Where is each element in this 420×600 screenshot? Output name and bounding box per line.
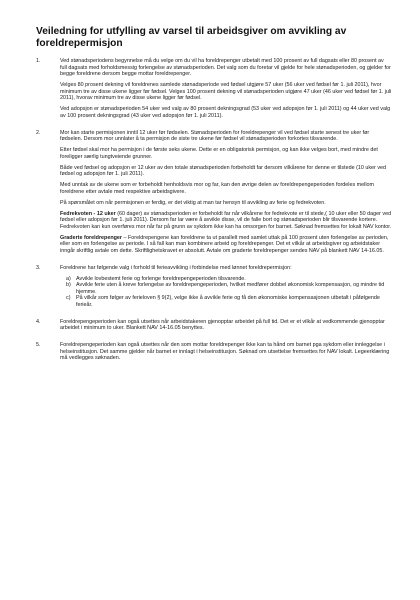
sub-item-label: b) — [66, 282, 71, 288]
bold-term: Fedrekvoten - 12 uker — [60, 210, 116, 217]
item-body — [52, 319, 398, 337]
paragraph: Foreldrepengeperioden kan også utsettes når arbeidstakeren gjenopptar arbeidet på full tid. Det er et vilkår at vedkommende gjenopptar arbeidet i minimum to uker. Blankett NAV 14-16.05 benyttes. — [60, 318, 385, 331]
paragraph: Både ved fødsel og adopsjon er 12 uker av den totale stønadsperioden forbeholdt far dersom vilkårene for denne er tilstede (10 uker ved fødsel og adopsjon før 1. juli 2011). — [60, 164, 387, 177]
sub-item-c — [66, 295, 392, 308]
paragraph-text: (60 dager) av stønadsperioden er forbeholdt far når vilkårene for fedrekvote er til stede,( 10 uker eller 50 dager ved fødsel eller adopsjon før 1. juli 2011). Dersom far lar være å avvikle disse, vil de falle bort og stønadsperioden blir tilsvarende kortere. Fedrekvoten kan kun overføres mor når far på grunn av sykdom ikke kan ha omsorgen for barnet. Søknad fremsettes for lokalt NAV kontor. — [60, 210, 392, 230]
sub-item-text: Avvikle ferie uten å kreve forlengelse av foreldrepengeperioden, hvilket medfører dobbel økonomisk kompensasjon, og mindre tid hjemme. — [76, 282, 385, 295]
sub-item-label: a) — [66, 275, 71, 282]
item-number: 1. — [36, 58, 41, 64]
item-number: 4. — [36, 318, 41, 325]
paragraph-fedrekvoten — [60, 211, 392, 231]
paragraph-text: – Foreldrepengene kan foreldrene ta ut parallelt med samlet uttak på 100 prosent uten forlengelse av perioden, eller som en forlengelse av periode. I så fall kan man kombinere arbeid og foreldrepenger. Det et vilkår at arbeidsgiver og arbeidstaker inngår skriftlig avtale om dette. Skriftlighetskravet er absolutt. Avtale om graderte foreldrepenger sendes NAV på blankett NAV 14-16.05. — [60, 234, 389, 254]
paragraph: Mor kan starte permisjonen inntil 12 uker før fødselen. Stønadsperioden for foreldrepenger vil ved fødsel starte senest tre uker før fødselen. Dersom mor unnlater å ta permisjon de siste tre ukene før fødsel vil stønadsperioden forkortes tilsvarende. — [60, 129, 370, 142]
sub-item-text: Avvikle lovbestemt ferie og forlenge foreldrepengeperioden tilsvarende. — [76, 275, 246, 282]
list-item-1 — [22, 58, 398, 124]
sub-item-label: c) — [66, 295, 71, 301]
item-body — [52, 58, 398, 124]
bold-term: Graderte foreldrepenger — [60, 234, 123, 241]
paragraph: Med unntak av de ukene som er forbeholdt henholdsvis mor og far, kan den øvrige delen av foreldrepengeperioden fordeles mellom foreldrene etter avtale med respektive arbeidsgivere. — [60, 182, 375, 195]
sub-item-text: På vilkår som følger av ferieloven § 9(2), velge ikke å avvikle ferie og få den økonomiske kompensasjonen utbetalt i påfølgende ferieår. — [76, 295, 380, 308]
paragraph: Ved adopsjon er stønadsperioden 54 uker ved valg av 80 prosent dekningsgrad (53 uker ved adopsjon før 1. juli 2011) og 44 uker ved valg av 100 prosent dekningsgrad (43 uker ved adopsjon før 1. juli 2011). — [60, 106, 391, 119]
list-item-4 — [22, 319, 398, 337]
item-number: 2. — [36, 129, 41, 136]
sub-list — [60, 276, 392, 309]
sub-item-b — [66, 282, 392, 295]
paragraph: Velges 80 prosent dekning vil foreldrenes samlede stønadsperiode ved fødsel utgjøre 57 uker (56 uker ved fødsel før 1. juli 2011), hvor minimum tre av disse ukene ligger før fødsel. Velges 100 prosent dekning vil stønadsperioden utgjøre 47 uker (46 uker ved fødsel før 1. juli 2011), hvorav minimum tre av disse ukene ligger før fødsel. — [60, 82, 392, 101]
page-title: Veiledning for utfylling av varsel til arbeidsgiver om avvikling av foreldrepermisjon — [36, 26, 347, 49]
paragraph: Foreldrene har følgende valg i forhold til ferieavvikling i forbindelse med lønnet foreldrepermisjon: — [60, 264, 292, 271]
list-item-3 — [22, 265, 398, 313]
list-item-5 — [22, 342, 398, 366]
item-body — [52, 130, 398, 259]
paragraph: Ved stønadsperiodens begynnelse må du velge om du vil ha foreldrepenger utbetalt med 100 prosent av full dagsats eller 80 prosent av full dagsats med forholdsmessig forlengelse av stønadsperioden. Det valg som du foretar vil gjelde for hele stønadsperioden, og gjelder for begge foreldrene dersom begge mottar foreldrepenger. — [60, 58, 391, 77]
item-body — [52, 342, 398, 366]
item-number: 3. — [36, 264, 41, 271]
paragraph-graderte — [60, 235, 392, 255]
item-number: 5. — [36, 342, 41, 348]
paragraph: På spørsmålet om når permisjonen er ferdig, er det viktig at man tar hensyn til avvikling av ferie og fedrekvoten. — [60, 199, 326, 206]
item-body — [52, 265, 398, 313]
list-item-2 — [22, 130, 398, 259]
paragraph: Etter fødsel skal mor ha permisjon i de første seks ukene. Dette er en obligatorisk permisjon, og kan ikke velges bort, med mindre det foreligger særlig tungtveiende grunner. — [60, 147, 378, 160]
paragraph: Foreldrepengeperioden kan også utsettes når den som mottar foreldrepenger ikke kan ta hånd om barnet pga sykdom eller innleggelse i helseinstitusjon. Det samme gjelder når barnet er innlagt i helseinstitusjon. Søknad om utsettelse fremsettes for NAV lokalt. Legeerklæring må vedlegges søknaden. — [60, 342, 390, 361]
